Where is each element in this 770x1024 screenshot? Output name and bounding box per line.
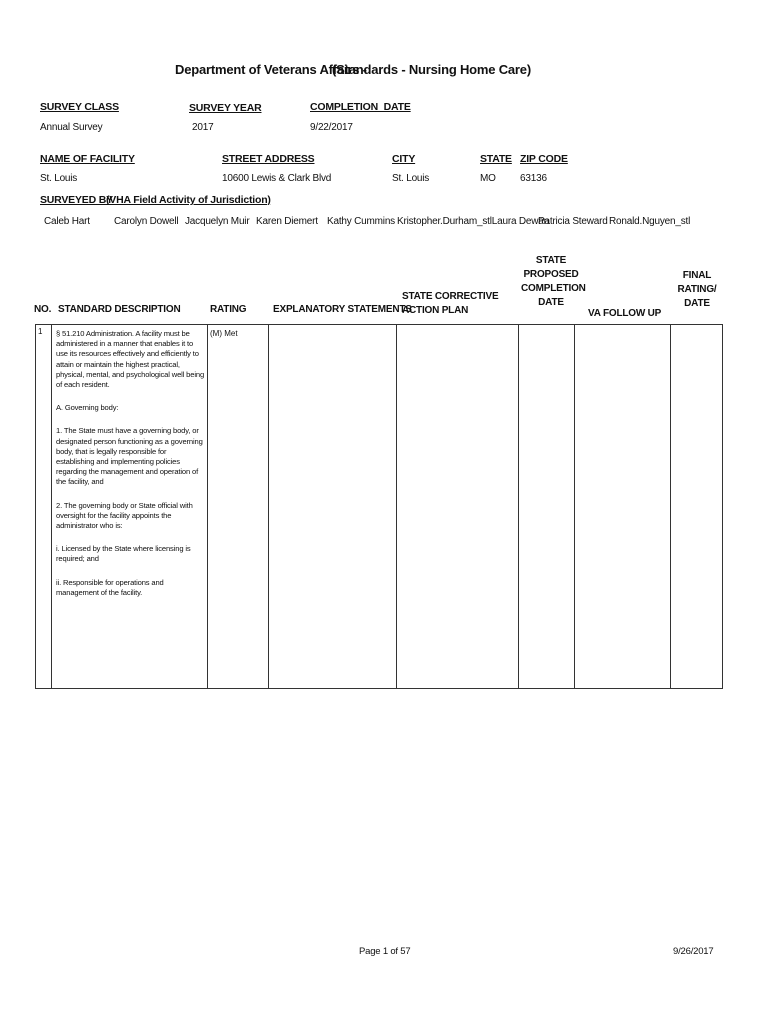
state-label: STATE: [480, 153, 512, 165]
facility-name-value: St. Louis: [40, 173, 78, 184]
table-top-border: [35, 324, 723, 325]
surveyor-name: Jacquelyn Muir: [185, 216, 250, 227]
surveyor-name: Caleb Hart: [44, 216, 90, 227]
row-rating: (M) Met: [210, 329, 238, 338]
footer-date: 9/26/2017: [673, 946, 714, 957]
description-paragraph: i. Licensed by the State where licensing is required; and: [56, 544, 191, 564]
surveyed-by-label: SURVEYED BY: [40, 194, 113, 206]
zip-code-value: 63136: [520, 173, 547, 184]
description-paragraph: 2. The governing body or State official with oversight for the facility appoints the administrator who is:: [56, 500, 193, 531]
description-paragraph: 1. The State must have a governing body, or designated person functioning as a governing body, that is legally responsible for establishing and implementing policies regarding the management and operation of the facility, and: [56, 426, 203, 487]
survey-year-value: 2017: [192, 122, 214, 133]
row-number: 1: [38, 327, 43, 336]
page-number: Page 1 of 57: [359, 946, 411, 957]
col-header-rating: RATING: [210, 304, 247, 315]
table-bottom-border: [35, 688, 723, 689]
description-paragraph: ii. Responsible for operations and management of the facility.: [56, 577, 164, 597]
col-header-final-rating-date: FINAL RATING/ DATE: [677, 270, 717, 309]
col-header-va-follow-up: VA FOLLOW UP: [588, 308, 662, 319]
document-title: Department of Veterans Affairs -: [175, 62, 367, 77]
surveyor-name: Ronald.Nguyen_stl: [609, 216, 691, 227]
col-header-state-corrective-action-plan: STATE CORRECTIVE ACTION PLAN: [402, 291, 499, 316]
row-standard-description: [56, 329, 206, 611]
surveyor-name: Kristopher.Durham_stlLaura Dewan: [397, 216, 550, 227]
surveyor-name: Kathy Cummins: [327, 216, 395, 227]
col-header-standard-description: STANDARD DESCRIPTION: [58, 304, 181, 315]
street-address-label: STREET ADDRESS: [222, 153, 315, 165]
facility-name-label: NAME OF FACILITY: [40, 153, 135, 165]
table-column-divider: [518, 324, 519, 688]
table-column-divider: [670, 324, 671, 688]
state-value: MO: [480, 173, 496, 184]
jurisdiction-label: (VHA Field Activity of Jurisdiction): [106, 194, 271, 206]
survey-class-value: Annual Survey: [40, 122, 103, 133]
surveyor-name: Patricia Steward: [538, 216, 608, 227]
table-column-divider: [396, 324, 397, 688]
table-column-divider: [268, 324, 269, 688]
zip-code-label: ZIP CODE: [520, 153, 568, 165]
col-header-no: NO.: [34, 304, 52, 315]
table-column-divider: [722, 324, 723, 688]
survey-year-label: SURVEY YEAR: [189, 102, 262, 114]
completion-date-value: 9/22/2017: [310, 122, 353, 133]
document-subtitle: (Standards - Nursing Home Care): [332, 62, 531, 77]
table-column-divider: [35, 324, 36, 688]
city-label: CITY: [392, 153, 416, 165]
completion-date-label: COMPLETION_DATE: [310, 101, 411, 113]
street-address-value: 10600 Lewis & Clark Blvd: [222, 173, 332, 184]
table-column-divider: [207, 324, 208, 688]
city-value: St. Louis: [392, 173, 430, 184]
surveyor-name: Karen Diemert: [256, 216, 318, 227]
col-header-state-proposed-completion-date: STATE PROPOSED COMPLETION DATE: [521, 255, 586, 308]
table-column-divider: [574, 324, 575, 688]
col-header-explanatory-statements: EXPLANATORY STATEMENTS: [273, 304, 412, 315]
description-paragraph: § 51.210 Administration. A facility must be administered in a manner that enables it to use its resources effectively and efficiently to attain or maintain the highest practical, physical, mental, and psychological well being of each resident.: [56, 329, 205, 390]
surveyor-name: Carolyn Dowell: [114, 216, 179, 227]
description-paragraph: A. Governing body:: [56, 403, 119, 413]
survey-class-label: SURVEY CLASS: [40, 101, 119, 113]
table-column-divider: [51, 324, 52, 688]
